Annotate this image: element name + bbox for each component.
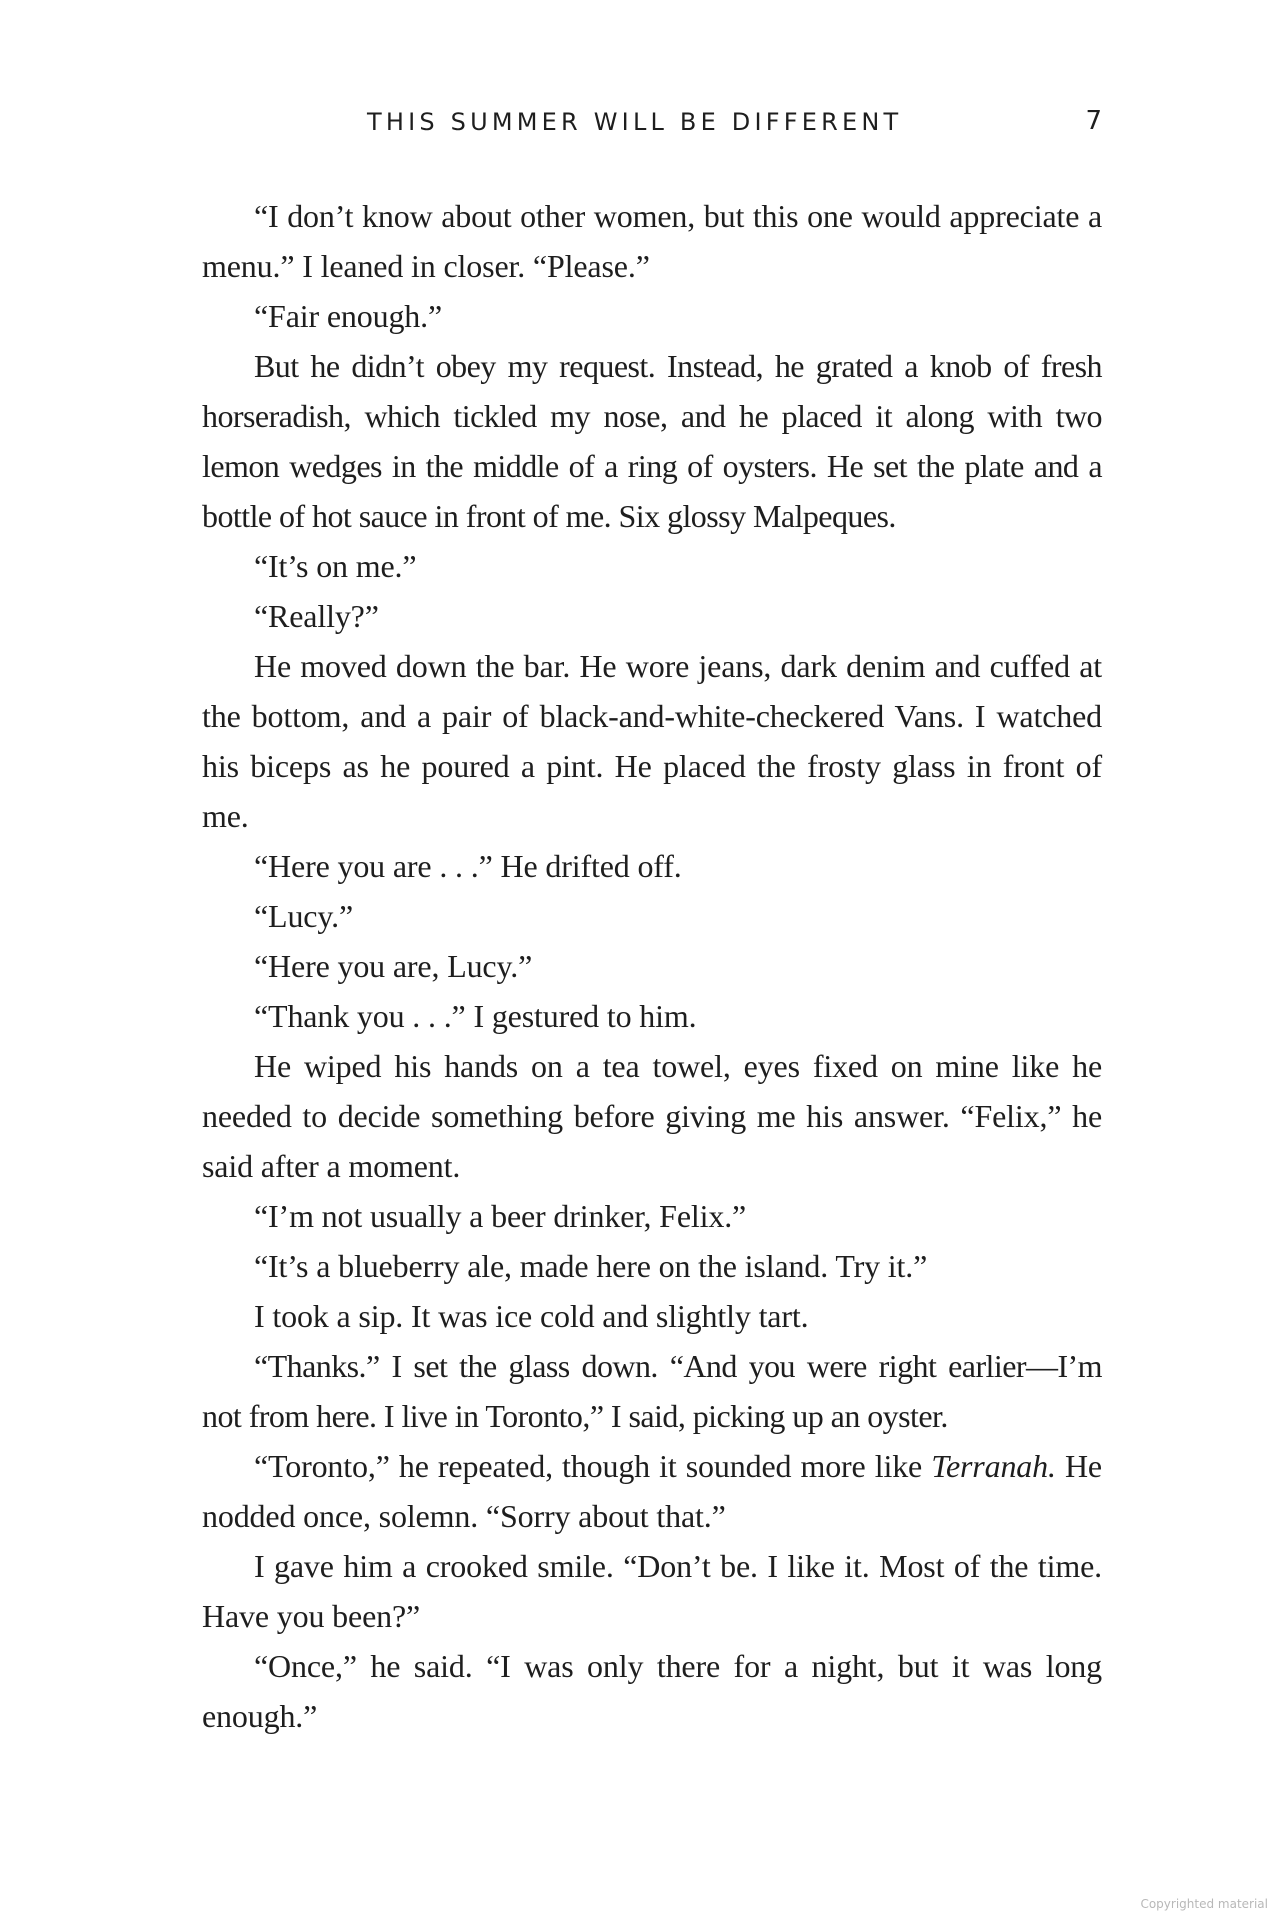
paragraph: “I don’t know about other women, but this one would appreciate a menu.” I leaned in closer. “Please.” xyxy=(202,198,1102,284)
paragraph: “It’s a blueberry ale, made here on the island. Try it.” xyxy=(254,1248,928,1284)
paragraph: “Thank you . . .” I gestured to him. xyxy=(254,998,697,1034)
running-title: THIS SUMMER WILL BE DIFFERENT xyxy=(367,108,903,136)
paragraph: “Lucy.” xyxy=(254,898,354,934)
paragraph: I took a sip. It was ice cold and slightly tart. xyxy=(254,1298,809,1334)
paragraph: “Here you are, Lucy.” xyxy=(254,948,533,984)
italic-word: Terranah. xyxy=(931,1448,1056,1484)
paragraph: “It’s on me.” xyxy=(254,548,417,584)
body-text xyxy=(202,191,1102,1741)
paragraph: “Really?” xyxy=(254,598,379,634)
paragraph: “Thanks.” I set the glass down. “And you were right earlier—I’m not from here. I live in Toronto,” I said, picking up an oyster. xyxy=(202,1348,1102,1434)
paragraph: “Fair enough.” xyxy=(254,298,443,334)
copyright-watermark: Copyrighted material xyxy=(1140,1897,1268,1911)
paragraph: “Once,” he said. “I was only there for a night, but it was long enough.” xyxy=(202,1648,1102,1734)
paragraph: “I’m not usually a beer drinker, Felix.” xyxy=(254,1198,747,1234)
page-number: 7 xyxy=(1085,106,1102,136)
paragraph: I gave him a crooked smile. “Don’t be. I like it. Most of the time. Have you been?” xyxy=(202,1548,1102,1634)
paragraph: “Toronto,” he repeated, though it sounded more like Terranah. He nodded once, solemn. “Sorry about that.” xyxy=(202,1448,1102,1534)
paragraph: “Here you are . . .” He drifted off. xyxy=(254,848,682,884)
paragraph: He moved down the bar. He wore jeans, dark denim and cuffed at the bottom, and a pair of black-and-white-checkered Vans. I watched his biceps as he poured a pint. He placed the frosty glass in front of me. xyxy=(202,648,1102,834)
running-head xyxy=(202,108,1102,148)
paragraph: But he didn’t obey my request. Instead, he grated a knob of fresh horseradish, which tickled my nose, and he placed it along with two lemon wedges in the middle of a ring of oysters. He set the plate and a bottle of hot sauce in front of me. Six glossy Malpeques. xyxy=(202,348,1102,534)
paragraph: He wiped his hands on a tea towel, eyes fixed on mine like he needed to decide something before giving me his answer. “Felix,” he said after a moment. xyxy=(202,1048,1102,1184)
